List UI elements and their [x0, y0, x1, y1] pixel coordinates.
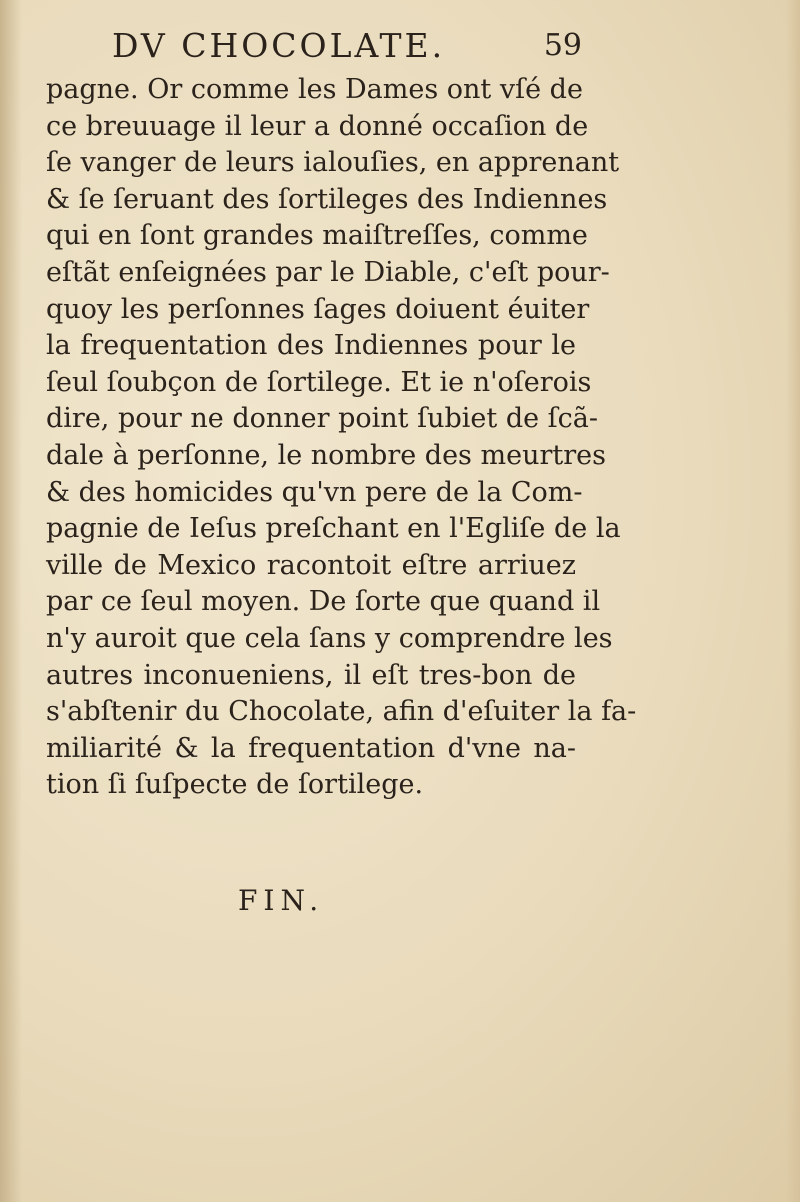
body-text [46, 72, 637, 804]
text-line: pagne. Or comme les Dames ont vſé de [46, 74, 583, 105]
page-number: 59 [543, 28, 582, 63]
text-line: ſe vanger de leurs ialouſies, en apprenant [46, 147, 620, 179]
text-line: autres inconueniens, il eſt tres-bon de [46, 659, 576, 691]
text-line: dire, pour ne donner point ſubiet de ſcã- [46, 403, 599, 435]
text-line: ce breuuage il leur a donné occaſion de [46, 110, 589, 142]
text-line: miliarité & la frequentation d'vne na- [46, 732, 576, 764]
text-line: eſtãt enſeignées par le Diable, c'eſt pour- [46, 256, 610, 288]
page-header [112, 26, 582, 70]
spine-shadow [0, 0, 22, 1202]
text-line: qui en ſont grandes maiſtreſſes, comme [46, 220, 588, 252]
text-line: & des homicides qu'vn pere de la Com- [46, 476, 583, 508]
text-line: n'y auroit que cela ſans y comprendre les [46, 622, 613, 654]
text-line: ville de Mexico racontoit eſtre arriuez [46, 549, 576, 581]
text-line: pagnie de Ieſus preſchant en l'Egliſe de la [46, 513, 621, 545]
page-edge [786, 0, 800, 1202]
running-title: DV CHOCOLATE. [112, 26, 446, 65]
text-line: s'abſtenir du Chocolate, afin d'eſuiter la fa- [46, 696, 637, 728]
text-line: dale à perſonne, le nombre des meurtres [46, 439, 606, 471]
text-line: quoy les perſonnes ſages doiuent éuiter [46, 293, 590, 325]
text-line: tion ſi ſuſpecte de ſortilege. [46, 769, 424, 801]
text-line: la frequentation des Indiennes pour le [46, 330, 576, 362]
text-line: par ce ſeul moyen. De ſorte que quand il [46, 586, 601, 618]
text-line: & ſe ſeruant des ſortileges des Indiennes [46, 183, 608, 215]
text-line: ſeul ſoubçon de ſortilege. Et ie n'oſerois [46, 366, 592, 398]
finis-mark: FIN. [238, 884, 325, 917]
